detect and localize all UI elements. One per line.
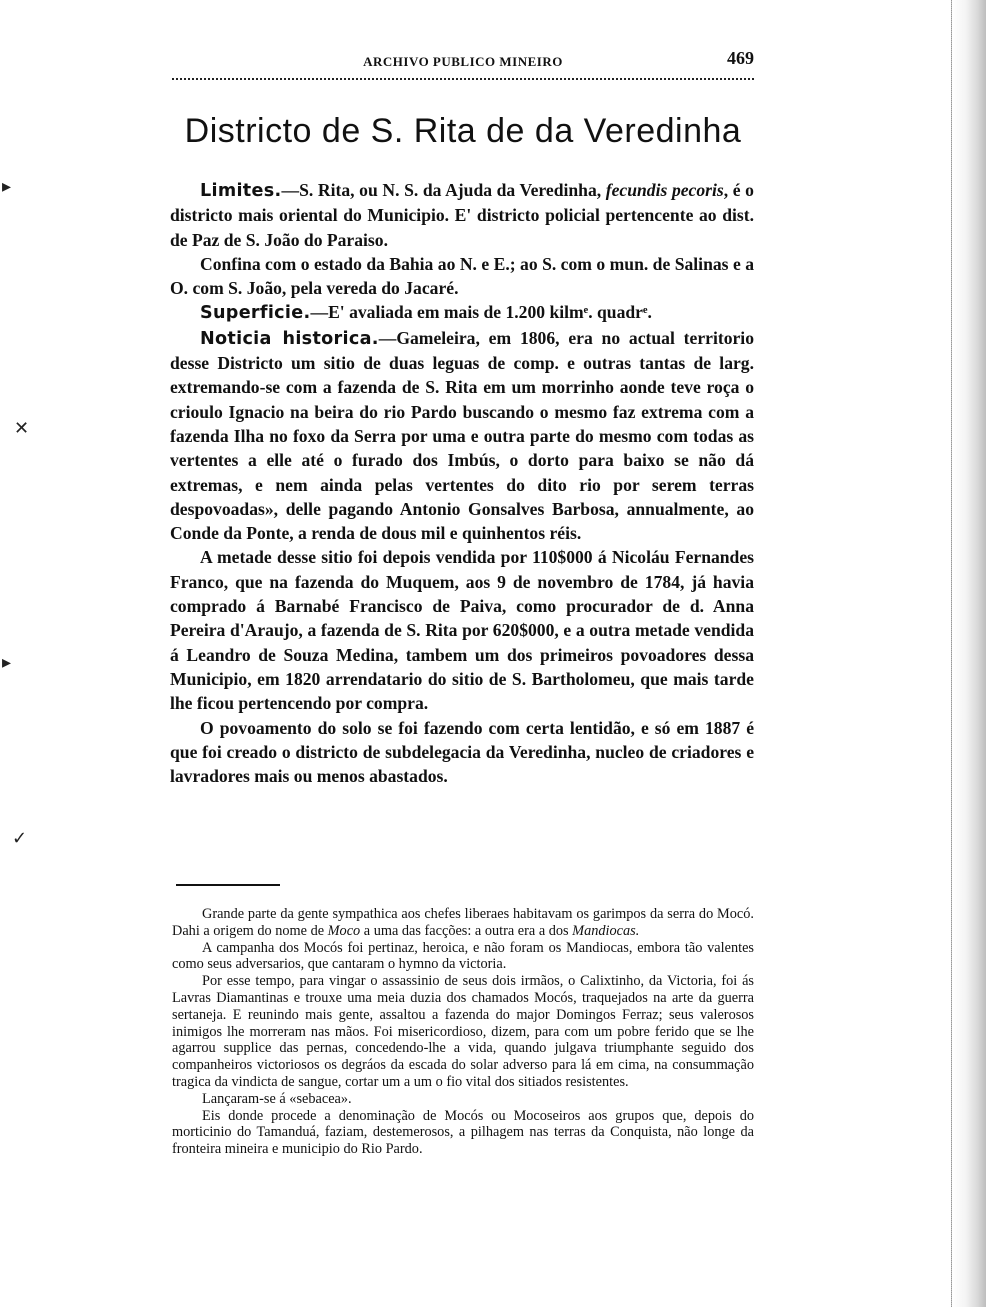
- paragraph-metade: A metade desse sitio foi depois vendida por 110$000 á Nicoláu Fernandes Franco, que na fazenda do Muquem, aos 9 de novembro de 1784, já havia comprado á Barnabé Francisco de Paiva, como procurador de d. Anna Pereira d'Araujo, a fazenda de S. Rita por 620$000, e a outra metade vendida á Leandro de Souza Medina, tambem um dos primeiros povoadores dessa Municipio, em 1820 arrendatario do sitio de S. Bartholomeu, que mais tarde lhe ficou pertencendo por compra.: [170, 547, 754, 714]
- margin-mark: ✓: [12, 828, 28, 849]
- footnotes: [172, 906, 754, 1158]
- main-text: [170, 178, 754, 788]
- footnote-text: a uma das facções: a outra era a dos: [360, 922, 573, 939]
- paragraph-confina: Confina com o estado da Bahia ao N. e E.; ao S. com o mun. de Salinas e a O. com S. João, pela vereda do Jacaré.: [170, 253, 754, 299]
- footnote-paragraph: Eis donde procede a denominação de Mocós ou Mocoseiros aos grupos que, depois do morticinio do Tamanduá, faziam, destemerosos, a pilhagem nas terras da Conquista, não longe da fronteira mineira e municipio do Rio Pardo.: [172, 1107, 754, 1158]
- page-number: 469: [727, 48, 754, 68]
- footnote-text: Grande parte da gente sympathica aos chefes liberaes habitavam os garimpos da serra do Mocó. Dahi a origem do nome de: [172, 906, 754, 939]
- paragraph-limites: [170, 178, 754, 252]
- margin-mark: ▸: [2, 652, 12, 673]
- footnote-rule: [176, 884, 280, 886]
- paragraph-superficie: [170, 300, 754, 325]
- page-header: [172, 48, 754, 76]
- footnote-paragraph: Por esse tempo, para vingar o assassinio de seus dois irmãos, o Calixtinho, da Victoria, foi ás Lavras Diamantinas e trouxe uma meia duzia dos chamados Mocós, traquejados na arte da guerra sertaneja. E reunindo mais gente, assaltou a fazenda do major Domingos Ferraz; seus valerosos inimigos lhe morreram nas mãos. Foi misericordioso, dizem, para com um pobre ferido que se lhe agarrou supplice das pernas, concedendo-lhe a vida, quando julgava triumphante seguido dos companheiros victoriosos os degráos da escada do solar adverso para lá em cima, na consummação tragica da vindicta de sangue, cortar um a um o fio vital dos sitiados resistentes.: [172, 973, 754, 1090]
- section-lead-noticia: Noticia historica.: [200, 328, 379, 349]
- paragraph-text: , é o districto mais oriental do Municipio. E' districto policial pertencente ao dist. de Paz de S. João do Paraiso.: [170, 180, 754, 250]
- latin-phrase: fecundis pecoris: [605, 180, 724, 200]
- page-edge-shadow: [951, 0, 986, 1307]
- paragraph-text: —E' avaliada em mais de 1.200 kilmᵉ. quadrᵉ.: [310, 302, 652, 323]
- paragraph-povoamento: O povoamento do solo se foi fazendo com certa lentidão, e só em 1887 é que foi creado o districto de subdelegacia da Veredinha, nucleo de criadores e lavradores mais ou menos abastados.: [170, 717, 754, 787]
- paragraph-text: —Gameleira, em 1806, era no actual territorio desse Districto um sitio de duas leguas de comp. e outras tantas de larg. extremando-se com a fazenda de S. Rita em um morrinho aonde teve roça o crioulo Ignacio na beira do rio Pardo buscando o mesmo faz extrema com a fazenda Ilha no foxo da Serra por uma e outra parte do mesmo com todas as vertentes a elle até o furado dos Imbús, o dorto para baixo se não dá extremas, e nem ainda pelas vertentes do dito rio por serem terras despovoadas», delle pagando Antonio Gonsalves Barbosa, annualmente, ao Conde da Ponte, a renda de dous mil e quinhentos réis.: [170, 327, 754, 544]
- footnote-paragraph: Lançaram-se á «sebacea».: [202, 1090, 352, 1107]
- footnote-italic: Mandiocas.: [572, 922, 640, 939]
- paragraph-noticia: [170, 326, 754, 546]
- section-lead-superficie: Superficie.: [200, 303, 311, 324]
- page-title: Districto de S. Rita de da Veredinha: [184, 112, 742, 150]
- header-rule: [172, 78, 754, 80]
- running-head: ARCHIVO PUBLICO MINEIRO: [363, 54, 563, 69]
- paragraph-text: —S. Rita, ou N. S. da Ajuda da Veredinha,: [281, 180, 606, 200]
- footnote-paragraph: [172, 906, 754, 940]
- section-lead-limites: Limites.: [200, 181, 282, 201]
- margin-mark: ▸: [2, 176, 12, 197]
- margin-mark: ✕: [14, 418, 30, 439]
- footnote-italic: Moco: [327, 922, 361, 939]
- footnote-paragraph: A campanha dos Mocós foi pertinaz, heroica, e não foram os Mandiocas, embora tão valentes como seus adversarios, que cantaram o hymno da victoria.: [172, 939, 754, 973]
